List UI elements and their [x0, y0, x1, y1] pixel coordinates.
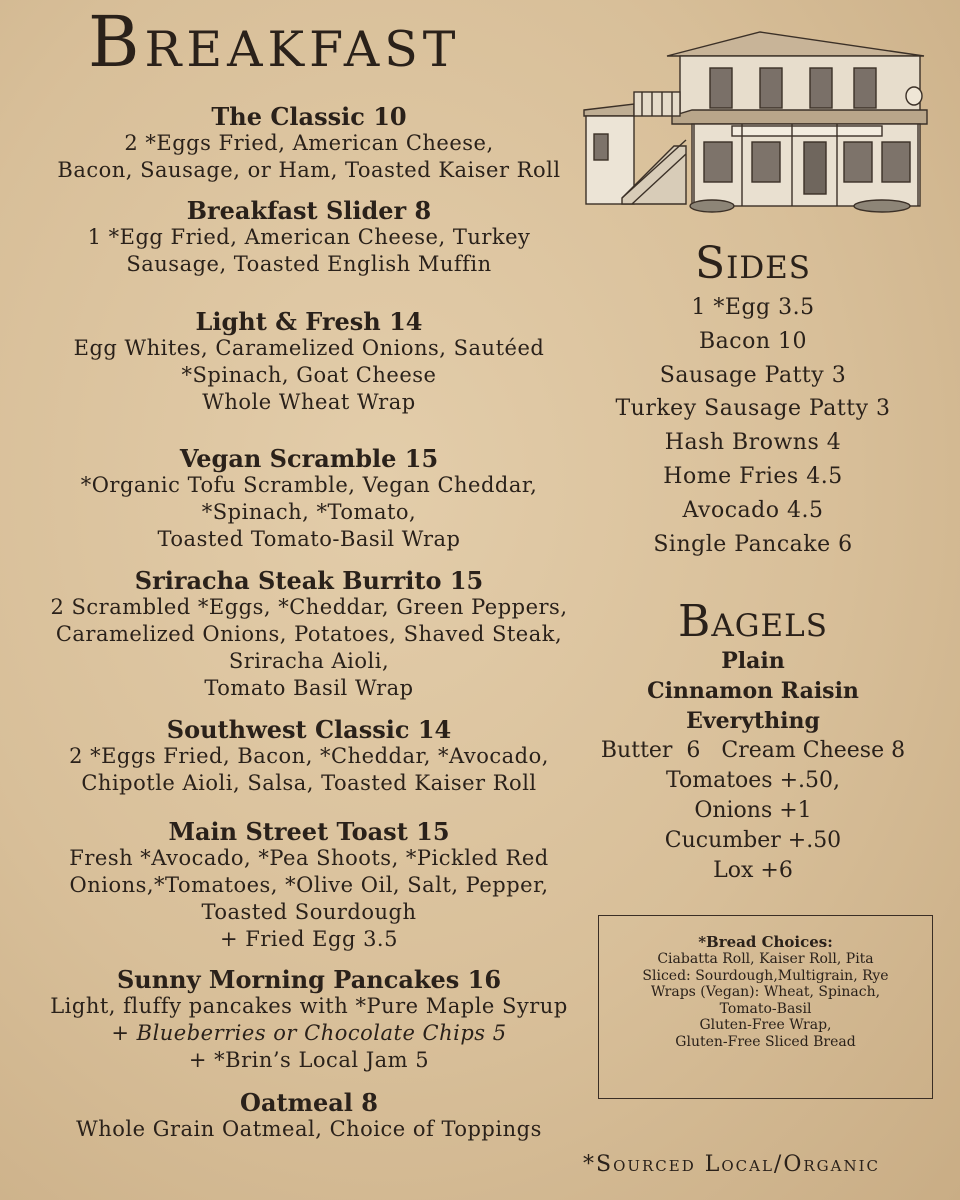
bread-choice-line: Wraps (Vegan): Wheat, Spinach,	[650, 984, 881, 1000]
menu-item-name: Light & Fresh 14	[195, 307, 423, 336]
side-item: Hash Browns 4	[664, 430, 842, 456]
side-item: Home Fries 4.5	[663, 463, 843, 489]
menu-item-name: Sunny Morning Pancakes 16	[116, 965, 502, 994]
menu-item	[20, 445, 598, 553]
bagel-type: Cinnamon Raisin	[647, 678, 859, 704]
bread-choice-line: Sliced: Sourdough,Multigrain, Rye	[642, 967, 889, 984]
menu-item-desc: + Fried Egg 3.5	[220, 927, 398, 951]
bagel-type: Everything	[686, 708, 820, 734]
side-item: 1 *Egg 3.5	[691, 295, 815, 320]
bread-choice-line: Ciabatta Roll, Kaiser Roll, Pita	[657, 951, 874, 967]
menu-item-desc: Whole Wheat Wrap	[202, 390, 416, 414]
menu-title: Breakfast	[88, 1, 461, 83]
menu-item-name: Vegan Scramble 15	[179, 444, 439, 473]
bagel-addon: Tomatoes +.50,	[666, 768, 840, 793]
menu-item-desc: + *Brin’s Local Jam 5	[188, 1048, 430, 1072]
menu-item-desc: Toasted Tomato-Basil Wrap	[157, 527, 461, 551]
breakfast-items	[20, 0, 598, 1150]
sides-heading: Sides	[694, 238, 812, 289]
bagel-spreads: Butter 6 Cream Cheese 8	[600, 738, 906, 763]
bagels-section	[595, 598, 911, 886]
menu-item-desc: *Organic Tofu Scramble, Vegan Cheddar,	[80, 473, 538, 497]
menu-item	[20, 1089, 598, 1143]
side-item: Bacon 10	[698, 328, 807, 354]
menu-item	[20, 966, 598, 1074]
side-item: Avocado 4.5	[682, 497, 824, 523]
menu-item-desc: + Blueberries or Chocolate Chips 5	[111, 1021, 507, 1045]
menu-item-desc: Fresh *Avocado, *Pea Shoots, *Pickled Red	[69, 846, 549, 870]
side-item: Sausage Patty 3	[659, 362, 847, 388]
bagel-addon: Onions +1	[694, 798, 812, 823]
bagel-addon: Lox +6	[713, 858, 793, 883]
restaurant-building-illustration	[582, 28, 937, 213]
sourced-local-note: *Sourced Local/Organic	[583, 1152, 881, 1177]
menu-item-desc: Chipotle Aioli, Salsa, Toasted Kaiser Roll	[81, 771, 537, 795]
menu-item-desc: Sriracha Aioli,	[228, 649, 390, 673]
bagel-addon: Cucumber +.50	[664, 828, 842, 853]
menu-item-desc: 2 Scrambled *Eggs, *Cheddar, Green Peppers,	[50, 595, 568, 619]
menu-item	[20, 716, 598, 797]
menu-item	[20, 308, 598, 416]
side-item: Turkey Sausage Patty 3	[615, 396, 891, 422]
menu-item-name: Sriracha Steak Burrito 15	[134, 566, 484, 595]
menu-item-desc: Caramelized Onions, Potatoes, Shaved Steak,	[55, 622, 563, 646]
bread-choice-line: Gluten-Free Sliced Bread	[675, 1033, 856, 1050]
menu-item	[20, 197, 598, 278]
menu-item-desc: 2 *Eggs Fried, Bacon, *Cheddar, *Avocado,	[69, 744, 549, 768]
menu-item	[20, 818, 598, 953]
menu-item-name: Breakfast Slider 8	[186, 196, 432, 225]
bagel-type: Plain	[721, 648, 785, 674]
menu-item-desc: Tomato Basil Wrap	[204, 676, 414, 700]
bagels-heading: Bagels	[678, 596, 828, 647]
menu-item-desc: Bacon, Sausage, or Ham, Toasted Kaiser Roll	[57, 158, 561, 182]
bread-choice-line: Tomato-Basil	[719, 1000, 812, 1017]
sides-section	[595, 240, 911, 561]
menu-item-desc: 1 *Egg Fried, American Cheese, Turkey	[87, 225, 531, 249]
menu-item	[20, 567, 598, 702]
menu-item-desc: 2 *Eggs Fried, American Cheese,	[124, 131, 494, 155]
menu-item-desc: Egg Whites, Caramelized Onions, Sautéed	[73, 336, 545, 360]
bread-choices-box	[598, 915, 933, 1099]
menu-item	[20, 103, 598, 184]
menu-item-name: Oatmeal 8	[240, 1088, 378, 1117]
menu-item-name: The Classic 10	[211, 102, 407, 131]
menu-item-desc: Onions,*Tomatoes, *Olive Oil, Salt, Pepper,	[69, 873, 549, 897]
side-item: Single Pancake 6	[653, 531, 853, 557]
menu-item-desc: Sausage, Toasted English Muffin	[126, 252, 492, 276]
bread-choice-line: Gluten-Free Wrap,	[699, 1017, 832, 1033]
menu-item-desc: Light, fluffy pancakes with *Pure Maple Syrup	[50, 994, 568, 1018]
menu-item-name: Main Street Toast 15	[168, 817, 450, 846]
bread-choices-heading: *Bread Choices:	[698, 933, 833, 951]
menu-item-desc: Toasted Sourdough	[201, 900, 417, 924]
menu-item-name: Southwest Classic 14	[166, 715, 452, 744]
menu-item-desc: *Spinach, Goat Cheese	[181, 363, 437, 387]
menu-item-desc: Whole Grain Oatmeal, Choice of Toppings	[76, 1117, 542, 1141]
menu-item-desc: *Spinach, *Tomato,	[201, 500, 417, 524]
